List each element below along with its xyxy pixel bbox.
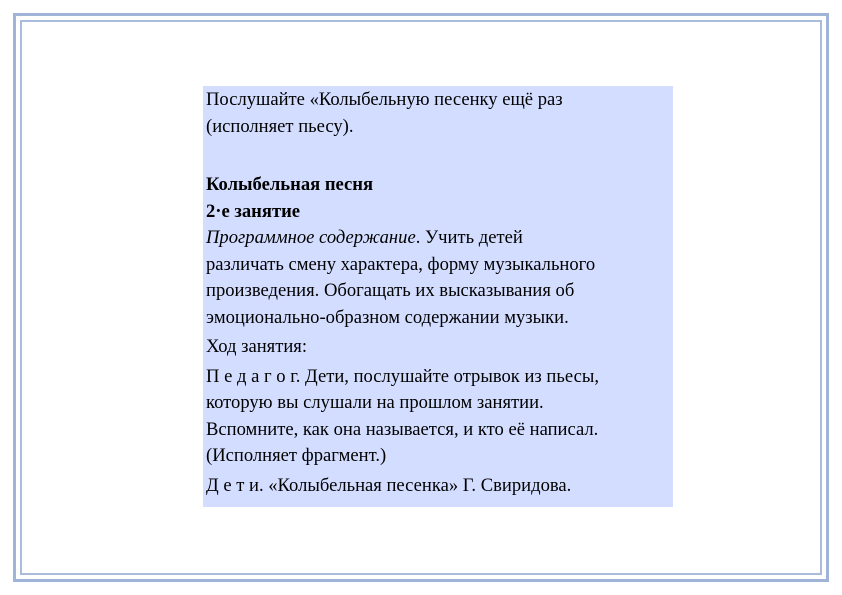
- program-label: Программное содержание: [206, 227, 416, 248]
- teacher-line-2: которую вы слушали на прошлом занятии.: [206, 392, 544, 413]
- intro-line-2: (исполняет пьесу).: [206, 115, 354, 137]
- teacher-line-1: П е д а г о г. Дети, послушайте отрывок из пьесы,: [206, 365, 599, 387]
- program-line-4: эмоционально-образном содержании музыки.: [206, 306, 569, 328]
- highlighted-text-block: [203, 86, 673, 507]
- blank-line: [206, 140, 673, 171]
- teacher-line-3: Вспомните, как она называется, и кто её написал.: [206, 418, 599, 440]
- heading-title: Колыбельная песня: [206, 174, 374, 195]
- program-text-first: . Учить детей: [415, 227, 523, 248]
- program-line-3: произведения. Обогащать их высказывания об: [206, 280, 575, 301]
- children-line: Д е т и. «Колыбельная песенка» Г. Свиридова.: [206, 474, 572, 496]
- heading-lesson: 2·е занятие: [206, 201, 301, 222]
- program-line-1: [206, 225, 673, 252]
- teacher-line-4: (Исполняет фрагмент.): [206, 445, 387, 466]
- program-line-2: различать смену характера, форму музыкального: [206, 253, 596, 275]
- intro-line-1: Послушайте «Колыбельную песенку ещё раз: [206, 89, 563, 110]
- lesson-flow: Ход занятия:: [206, 336, 308, 357]
